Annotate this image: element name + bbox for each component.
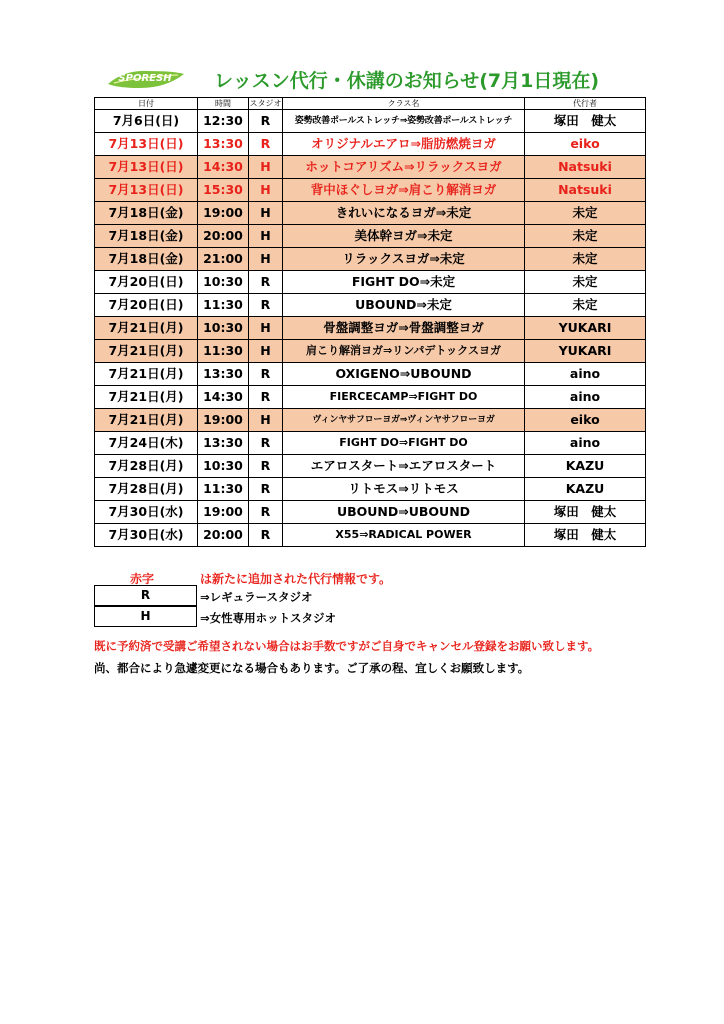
cell-substitute: KAZU bbox=[525, 455, 646, 478]
cell-studio: R bbox=[249, 271, 283, 294]
table-row bbox=[95, 409, 646, 432]
cell-substitute: 未定 bbox=[525, 225, 646, 248]
cell-substitute: 未定 bbox=[525, 248, 646, 271]
cell-studio: H bbox=[249, 225, 283, 248]
cell-time: 13:30 bbox=[198, 133, 249, 156]
cell-time: 10:30 bbox=[198, 317, 249, 340]
legend-key-r: R bbox=[94, 585, 197, 606]
column-header-time: 時間 bbox=[198, 98, 249, 110]
cell-substitute: aino bbox=[525, 386, 646, 409]
cell-class-name: 肩こり解消ヨガ⇒リンパデトックスヨガ bbox=[283, 340, 525, 363]
cell-substitute: eiko bbox=[525, 409, 646, 432]
cell-time: 19:00 bbox=[198, 409, 249, 432]
table-row bbox=[95, 478, 646, 501]
table-row bbox=[95, 524, 646, 547]
cell-substitute: 未定 bbox=[525, 202, 646, 225]
cell-time: 10:30 bbox=[198, 271, 249, 294]
change-notice: 尚、都合により急遽変更になる場合もあります。ご了承の程、宜しくお願致します。 bbox=[94, 661, 530, 675]
table-row bbox=[95, 133, 646, 156]
cell-date: 7月30日(水) bbox=[95, 501, 198, 524]
cell-date: 7月24日(木) bbox=[95, 432, 198, 455]
table-body bbox=[95, 110, 646, 547]
cell-time: 14:30 bbox=[198, 156, 249, 179]
cell-class-name: 背中ほぐしヨガ⇒肩こり解消ヨガ bbox=[283, 179, 525, 202]
table-row bbox=[95, 225, 646, 248]
cell-time: 19:00 bbox=[198, 501, 249, 524]
cell-class-name: ホットコアリズム⇒リラックスヨガ bbox=[283, 156, 525, 179]
cell-studio: H bbox=[249, 202, 283, 225]
column-header-studio: スタジオ bbox=[249, 99, 282, 108]
table-row bbox=[95, 386, 646, 409]
table-row bbox=[95, 179, 646, 202]
cell-studio: R bbox=[249, 133, 283, 156]
cell-time: 11:30 bbox=[198, 478, 249, 501]
cell-class-name: UBOUND⇒未定 bbox=[283, 294, 525, 317]
cell-studio: R bbox=[249, 501, 283, 524]
cell-date: 7月13日(日) bbox=[95, 133, 198, 156]
cell-studio: R bbox=[249, 432, 283, 455]
cell-time: 12:30 bbox=[198, 110, 249, 133]
cell-time: 10:30 bbox=[198, 455, 249, 478]
sporesh-logo bbox=[104, 68, 186, 90]
cell-time: 11:30 bbox=[198, 294, 249, 317]
table-row bbox=[95, 455, 646, 478]
legend-red-label: 赤字 bbox=[130, 572, 155, 586]
cell-date: 7月20日(日) bbox=[95, 271, 198, 294]
cell-time: 20:00 bbox=[198, 225, 249, 248]
table-row bbox=[95, 294, 646, 317]
cell-time: 14:30 bbox=[198, 386, 249, 409]
substitute-schedule-table bbox=[94, 97, 646, 547]
cell-date: 7月18日(金) bbox=[95, 248, 198, 271]
cell-studio: H bbox=[249, 156, 283, 179]
cell-date: 7月18日(金) bbox=[95, 202, 198, 225]
table-row bbox=[95, 248, 646, 271]
table-row bbox=[95, 156, 646, 179]
cell-class-name: 美体幹ヨガ⇒未定 bbox=[283, 225, 525, 248]
table-header-row bbox=[95, 98, 646, 110]
cell-substitute: KAZU bbox=[525, 478, 646, 501]
logo-text: SPORESH bbox=[118, 73, 172, 84]
cell-studio: H bbox=[249, 248, 283, 271]
cell-class-name: FIGHT DO⇒FIGHT DO bbox=[283, 432, 525, 455]
cell-studio: H bbox=[249, 409, 283, 432]
cell-substitute: YUKARI bbox=[525, 340, 646, 363]
table-row bbox=[95, 363, 646, 386]
cell-date: 7月21日(月) bbox=[95, 317, 198, 340]
cell-class-name: ヴィンヤサフローヨガ⇒ヴィンヤサフローヨガ bbox=[283, 409, 525, 432]
cell-class-name: リトモス⇒リトモス bbox=[283, 478, 525, 501]
cell-class-name: オリジナルエアロ⇒脂肪燃焼ヨガ bbox=[283, 133, 525, 156]
cell-studio: R bbox=[249, 524, 283, 547]
cell-class-name: X55⇒RADICAL POWER bbox=[283, 524, 525, 547]
cell-substitute: 未定 bbox=[525, 294, 646, 317]
cell-studio: R bbox=[249, 386, 283, 409]
cell-class-name: OXIGENO⇒UBOUND bbox=[283, 363, 525, 386]
column-header-date: 日付 bbox=[95, 98, 198, 110]
cell-class-name: FIERCECAMP⇒FIGHT DO bbox=[283, 386, 525, 409]
cell-time: 13:30 bbox=[198, 432, 249, 455]
cell-studio: H bbox=[249, 179, 283, 202]
cell-time: 11:30 bbox=[198, 340, 249, 363]
legend-desc-r: ⇒レギュラースタジオ bbox=[200, 590, 313, 604]
cell-substitute: 塚田 健太 bbox=[525, 524, 646, 547]
cell-substitute: 塚田 健太 bbox=[525, 501, 646, 524]
cell-substitute: eiko bbox=[525, 133, 646, 156]
cell-studio: R bbox=[249, 478, 283, 501]
cell-class-name: きれいになるヨガ⇒未定 bbox=[283, 202, 525, 225]
cell-date: 7月21日(月) bbox=[95, 363, 198, 386]
cell-date: 7月21日(月) bbox=[95, 340, 198, 363]
cell-substitute: YUKARI bbox=[525, 317, 646, 340]
cell-substitute: Natsuki bbox=[525, 179, 646, 202]
cell-time: 15:30 bbox=[198, 179, 249, 202]
cancellation-notice: 既に予約済で受講ご希望されない場合はお手数ですがご自身でキャンセル登録をお願い致します。 bbox=[94, 639, 600, 653]
table-row bbox=[95, 271, 646, 294]
cell-studio: R bbox=[249, 294, 283, 317]
column-header-substitute: 代行者 bbox=[525, 98, 646, 110]
table-row bbox=[95, 110, 646, 133]
cell-studio: R bbox=[249, 455, 283, 478]
cell-class-name: 姿勢改善ポールストレッチ⇒姿勢改善ポールストレッチ bbox=[283, 110, 525, 133]
cell-studio: H bbox=[249, 317, 283, 340]
cell-date: 7月20日(日) bbox=[95, 294, 198, 317]
cell-substitute: 未定 bbox=[525, 271, 646, 294]
cell-date: 7月21日(月) bbox=[95, 386, 198, 409]
cell-studio: R bbox=[249, 363, 283, 386]
cell-class-name: FIGHT DO⇒未定 bbox=[283, 271, 525, 294]
cell-substitute: aino bbox=[525, 432, 646, 455]
cell-class-name: リラックスヨガ⇒未定 bbox=[283, 248, 525, 271]
column-header-class: クラス名 bbox=[283, 98, 525, 110]
cell-date: 7月21日(月) bbox=[95, 409, 198, 432]
cell-studio: R bbox=[249, 110, 283, 133]
legend-desc-h: ⇒女性専用ホットスタジオ bbox=[200, 611, 337, 625]
cell-substitute: aino bbox=[525, 363, 646, 386]
cell-studio: H bbox=[249, 340, 283, 363]
cell-time: 13:30 bbox=[198, 363, 249, 386]
cell-time: 20:00 bbox=[198, 524, 249, 547]
page-title: レッスン代行・休講のお知らせ(7月1日現在) bbox=[214, 70, 600, 92]
cell-substitute: Natsuki bbox=[525, 156, 646, 179]
table-row bbox=[95, 432, 646, 455]
cell-date: 7月6日(日) bbox=[95, 110, 198, 133]
legend-red-description: は新たに追加された代行情報です。 bbox=[200, 572, 392, 586]
legend-key-h: H bbox=[94, 606, 197, 627]
table-row bbox=[95, 317, 646, 340]
cell-time: 21:00 bbox=[198, 248, 249, 271]
cell-class-name: UBOUND⇒UBOUND bbox=[283, 501, 525, 524]
cell-date: 7月28日(月) bbox=[95, 455, 198, 478]
table-row bbox=[95, 501, 646, 524]
cell-date: 7月18日(金) bbox=[95, 225, 198, 248]
cell-date: 7月13日(日) bbox=[95, 156, 198, 179]
cell-date: 7月30日(水) bbox=[95, 524, 198, 547]
table-row bbox=[95, 202, 646, 225]
cell-class-name: 骨盤調整ヨガ⇒骨盤調整ヨガ bbox=[283, 317, 525, 340]
cell-date: 7月13日(日) bbox=[95, 179, 198, 202]
cell-class-name: エアロスタート⇒エアロスタート bbox=[283, 455, 525, 478]
cell-substitute: 塚田 健太 bbox=[525, 110, 646, 133]
table-row bbox=[95, 340, 646, 363]
cell-date: 7月28日(月) bbox=[95, 478, 198, 501]
cell-time: 19:00 bbox=[198, 202, 249, 225]
